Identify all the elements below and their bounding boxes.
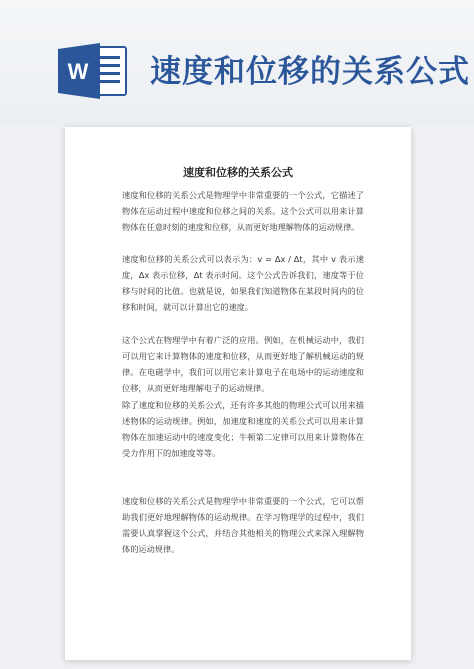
document-title: 速度和位移的关系公式: [183, 166, 293, 179]
paragraph: 这个公式在物理学中有着广泛的应用。例如，在机械运动中，我们可以用它来计算物体的速度和位移，从而更好地了解机械运动的规律。在电磁学中，我们可以用它来计算电子在电场中的运动速度和位移，从而更好地理解电子的运动规律。: [122, 335, 364, 393]
paragraph: 速度和位移的关系公式是物理学中非常重要的一个公式，它描述了物体在运动过程中速度和位移之间的关系。这个公式可以用来计算物体在任意时刻的速度和位移，从而更好地理解物体的运动规律。: [122, 190, 364, 232]
paragraph: 速度和位移的关系公式是物理学中非常重要的一个公式，它可以帮助我们更好地理解物体的运动规律。在学习物理学的过程中，我们需要认真掌握这个公式，并结合其他相关的物理公式来深入理解物体的运动规律。: [122, 496, 364, 554]
banner-title: 速度和位移的关系公式: [150, 54, 470, 90]
word-icon: [58, 41, 128, 101]
header-banner: [0, 0, 474, 125]
paragraph: 速度和位移的关系公式可以表示为：v = Δx / Δt，其中 v 表示速度，Δx 表示位移，Δt 表示时间。这个公式告诉我们，速度等于位移与时间的比值。也就是说，如果我们知道物体在某段时间内的位移和时间，就可以计算出它的速度。: [122, 254, 364, 312]
svg-text:W: W: [67, 59, 89, 84]
paragraph: 除了速度和位移的关系公式，还有许多其他的物理公式可以用来描述物体的运动规律。例如，加速度和速度的关系公式可以用来计算物体在加速运动中的速度变化；牛顿第二定律可以用来计算物体在受力作用下的加速度等等。: [122, 400, 364, 458]
document-page: [65, 127, 411, 660]
